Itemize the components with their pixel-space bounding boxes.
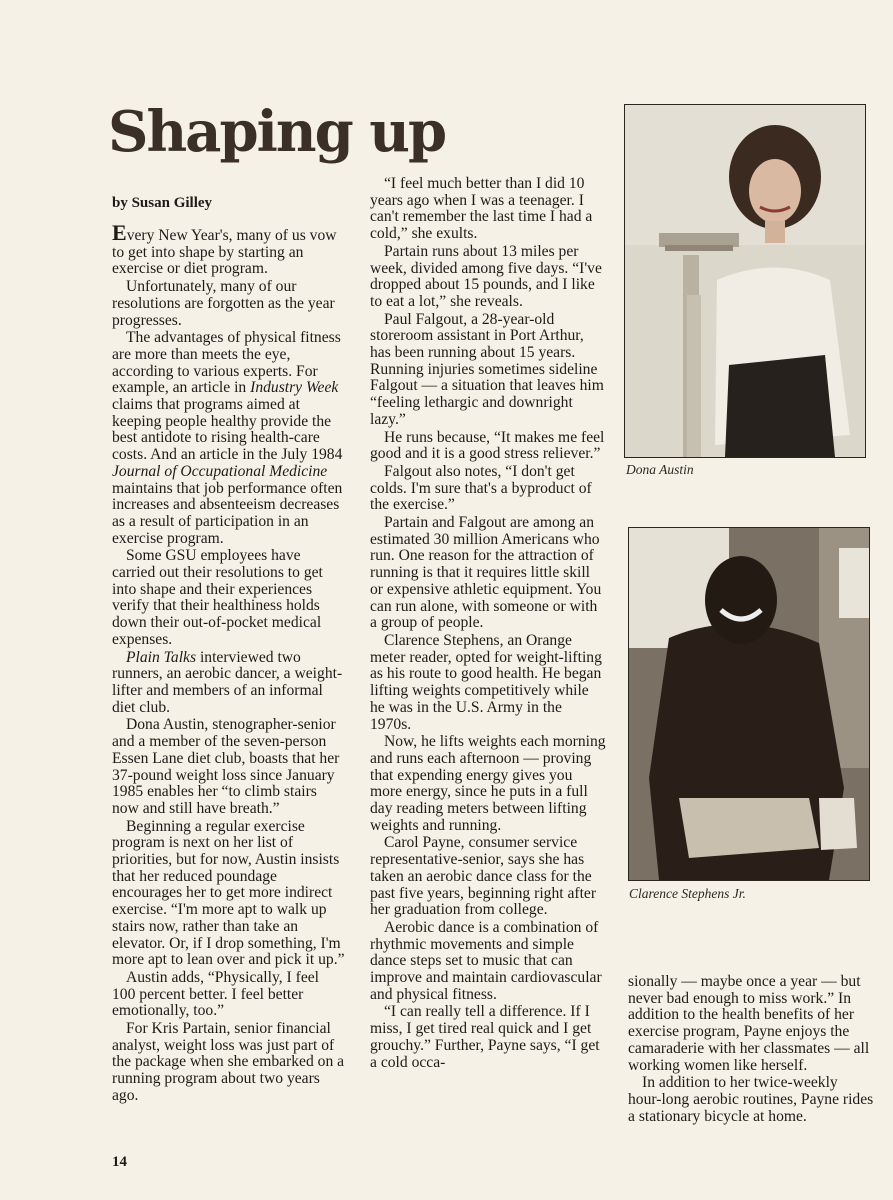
paragraph: He runs because, “It makes me feel good and it is a good stress reliever.” [370,428,605,463]
paragraph: Dona Austin, stenographer-senior and a member of the seven-person Essen Lane diet club, boasts that her 37-pound weight loss since January 1985 enables her “to climb stairs now and still have breath.” [112,716,340,817]
text-column-1 [112,220,345,1106]
paragraph: Carol Payne, consumer service representative-senior, says she has taken an aerobic dance class for the past five years, beginning right after her graduation from college. [370,834,597,919]
paragraph: Unfortunately, many of our resolutions are forgotten as the year progresses. [112,278,335,329]
paragraph: Now, he lifts weights each morning and runs each afternoon — proving that expending energy gives you more energy, since he puts in a full day reading meters between lifting weights and running. [370,733,606,834]
text-column-3 [628,974,875,1126]
paragraph: In addition to her twice-weekly hour-long aerobic routines, Payne rides a stationary bicycle at home. [628,1074,874,1125]
paragraph: Clarence Stephens, an Orange meter reader, opted for weight-lifting as his route to good health. He began lifting weights competitively while he was in the U.S. Army in the 1970s. [370,631,602,733]
drop-cap: E [112,220,127,245]
paragraph: For Kris Partain, senior financial analyst, weight loss was just part of the package when she embarked on a running program about two years ago. [112,1020,345,1104]
paragraph: Austin adds, “Physically, I feel 100 percent better. I feel better emotionally, too.” [112,968,320,1020]
paragraph: sionally — maybe once a year — but never bad enough to miss work.” In addition to the health benefits of her exercise program, Payne enjoys the camaraderie with her classmates — all working women like herself. [628,973,870,1074]
paragraph: Aerobic dance is a combination of rhythmic movements and simple dance steps set to music that can improve and maintain cardiovascular and physical fitness. [370,918,602,1003]
page-number: 14 [112,1154,127,1170]
paragraph: Falgout also notes, “I don't get colds. I'm sure that's a byproduct of the exercise.” [370,462,592,514]
publication-title: Plain Talks [126,648,197,666]
photo-caption: Clarence Stephens Jr. [629,886,746,901]
paragraph: The advantages of physical fitness are more than meets the eye, according to various experts. For example, an article in Industry Week claims that programs aimed at keeping people healthy provide the best antidote to rising health-care costs. And an article in the July 1984 Journal of Occupational Medicine maintains that job performance often increases and absenteeism decreases as a result of participation in an exercise program. [112,329,343,547]
paragraph: “I can really tell a difference. If I miss, I get tired real quick and I get grouchy.” Further, Payne says, “I get a cold occa- [370,1003,600,1071]
paragraph: Every New Year's, many of us vow to get into shape by starting an exercise or diet program. [112,220,337,278]
text-column-2 [370,176,606,1072]
paragraph: Plain Talks interviewed two runners, an aerobic dancer, a weight-lifter and members of an informal diet club. [112,648,343,716]
photo-clarence-stephens [628,527,870,881]
photo-dona-austin [624,104,866,458]
article-title: Shaping up [108,99,446,165]
paragraph: Beginning a regular exercise program is next on her list of priorities, but for now, Austin insists that her reduced poundage encourages her to get more indirect exercise. “I'm more apt to walk up stairs now, rather than take an elevator. Or, if I drop something, I'm more apt to lean over and pick it up.” [112,817,345,969]
paragraph: Partain runs about 13 miles per week, divided among five days. “I've dropped about 15 pounds, and I like to eat a lot,” she reveals. [370,242,602,310]
photo-caption: Dona Austin [626,462,694,477]
paragraph: “I feel much better than I did 10 years ago when I was a teenager. I can't remember the last time I had a cold,” she exults. [370,175,593,243]
publication-title: Industry Week [250,379,339,397]
publication-title: Journal of Occupational Medicine [112,462,328,480]
paragraph: Paul Falgout, a 28-year-old storeroom assistant in Port Arthur, has been running about 15 years. Running injuries sometimes sideline Falgout — a situation that leaves him “feeling lethargic and downright lazy.” [370,310,604,428]
paragraph: Partain and Falgout are among an estimated 30 million Americans who run. One reason for the attraction of running is that it requires little skill or expensive athletic equipment. You can run alone, with someone or with a group of people. [370,514,602,632]
byline: by Susan Gilley [112,195,213,211]
paragraph: Some GSU employees have carried out their resolutions to get into shape and their experiences verify that their healthiness holds down their out-of-pocket medical expenses. [112,547,323,648]
